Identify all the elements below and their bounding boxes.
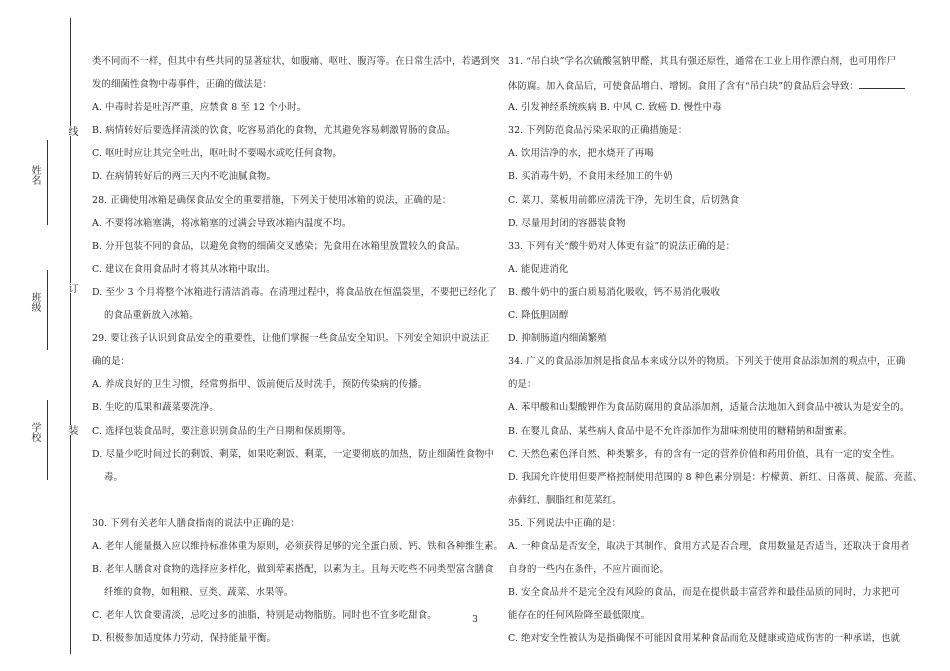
text-line: 的是： <box>508 379 537 391</box>
spacer-line <box>92 495 492 507</box>
text-line: B. 在婴儿食品、某些病人食品中是不允许添加作为甜味剂使用的糖精钠和甜蜜素。 <box>508 425 853 437</box>
text-line: 自身的一些内在条件，不应片面而论。 <box>508 564 670 576</box>
text-line: A. 中毒时若是吐泻严重，应禁食 8 至 12 个小时。 <box>92 102 307 114</box>
question-35-stem: 35. 下列说法中正确的是： <box>508 517 622 529</box>
question-31-stem: 31. “吊白块”学名次硫酸氢钠甲醛，其具有强还原性，通常在工业上用作漂白剂，也可用作尸 <box>508 56 897 67</box>
text-line: B. 买消毒牛奶，不食用未经加工的牛奶 <box>508 171 673 183</box>
text-line: 能存在的任何风险降至最低限度。 <box>508 610 651 622</box>
text-line: B. 酸牛奶中的蛋白质易消化吸收，钙不易消化吸收 <box>508 286 721 298</box>
text-line: 确的是： <box>92 356 130 368</box>
text-line: C. 选择包装食品时，要注意识别食品的生产日期和保质期等。 <box>92 425 352 437</box>
text-line: 毒。 <box>104 471 123 483</box>
school-label: 学校 <box>29 422 40 442</box>
text-line: 发的细菌性食物中毒事件，正确的做法是： <box>92 79 273 91</box>
text-line: C. 降低胆固醇 <box>508 310 569 322</box>
text-line: C. 呕吐时应让其完全吐出，呕吐时不要喝水或吃任何食物。 <box>92 148 342 160</box>
text-line: C. 绝对安全性被认为是指确保不可能因食用某种食品而危及健康或造成伤害的一种承诺，也就 <box>508 633 901 645</box>
left-column <box>92 56 503 656</box>
text-line: D. 在病情转好后的两三天内不吃油腻食物。 <box>92 171 276 183</box>
name-label: 姓名 <box>29 165 40 185</box>
text-line: 纤维的食物，如粗粮、豆类、蔬菜、水果等。 <box>104 587 294 599</box>
answer-blank <box>859 79 905 89</box>
seam-mark-line: 线 <box>66 126 77 136</box>
text-line: B. 老年人膳食对食物的选择应多样化，做到荤素搭配，以素为主。且每天吃些不同类型富含膳食 <box>92 564 494 576</box>
question-34-stem: 34. 广义的食品添加剂是指食品本来成分以外的物质。下列关于使用食品添加剂的观点中，正确 <box>508 356 906 368</box>
text-line: 赤藓红、胭脂红和苋菜红。 <box>508 494 622 506</box>
text-line: C. 菜刀、菜板用前都应清洗干净，先切生食，后切熟食 <box>508 194 740 206</box>
text-line: 的食品重新放入冰箱。 <box>104 310 199 322</box>
text-line: A. 老年人能量摄入应以维持标准体重为原则，必须获得足够的完全蛋白质、钙、铁和各种维生素。 <box>92 540 503 552</box>
text-line: A. 苯甲酸和山梨酸钾作为食品防腐用的食品添加剂，适量合法地加入到食品中被认为是安全的。 <box>508 402 910 414</box>
school-underline <box>47 400 48 480</box>
page-number: 3 <box>472 615 478 625</box>
name-underline <box>47 140 48 225</box>
text-line: 体防腐。加入食品后，可使食品增白、增韧。食用了含有“吊白块”的食品后会导致： <box>508 81 859 93</box>
question-28-stem: 28. 正确使用冰箱是确保食品安全的重要措施，下列关于使用冰箱的说法，正确的是： <box>92 194 452 206</box>
text-line <box>508 79 908 91</box>
text-line: B. 病情转好后要选择清淡的饮食，吃容易消化的食物，尤其避免容易刺激胃肠的食品。 <box>92 125 456 137</box>
text-line: A. 不要将冰箱塞满，将冰箱塞的过满会导致冰箱内温度不均。 <box>92 217 352 229</box>
text-line: D. 尽量用封闭的容器装食物 <box>508 217 626 229</box>
text-line: D. 我国允许使用但要严格控制使用范围的 8 种色素分别是：柠檬黄、新红、日落黄、靛蓝、亮蓝、 <box>508 471 923 483</box>
question-32-stem: 32. 下列防范食品污染采取的正确措施是： <box>508 125 688 137</box>
text-line: B. 分开包装不同的食品，以避免食物的细菌交叉感染；先食用在冰箱里放置较久的食品。 <box>92 240 466 252</box>
text-line: C. 天然色素色泽自然、种类繁多，有的含有一定的营养价值和药用价值，具有一定的安全性。 <box>508 448 901 460</box>
question-30-stem: 30. 下列有关老年人膳食指南的说法中正确的是： <box>92 517 300 529</box>
class-underline <box>47 270 48 350</box>
text-line: 类不同而不一样，但其中有些共同的显著症状，如腹痛、呕吐、腹泻等。在日常生活中，若遇到突 <box>92 56 500 67</box>
text-line: A. 能促进消化 <box>508 263 569 275</box>
question-33-stem: 33. 下列有关“酸牛奶对人体更有益”的说法正确的是： <box>508 240 736 252</box>
text-line: A. 一种食品是否安全，取决于其制作、食用方式是否合理，食用数量是否适当，还取决于食用者 <box>508 540 910 552</box>
text-line: A. 饮用洁净的水，把水烧开了再喝 <box>508 148 654 160</box>
text-line: A. 养成良好的卫生习惯，经常剪指甲、饭前便后及时洗手，预防传染病的传播。 <box>92 379 428 391</box>
text-line: A. 引发神经系统疾病 B. 中风 C. 致癌 D. 慢性中毒 <box>508 102 722 114</box>
text-line: D. 积极参加适度体力劳动，保持能量平衡。 <box>92 633 276 645</box>
seam-mark-bind: 订 <box>66 283 77 293</box>
text-line: B. 生吃的瓜果和蔬菜要洗净。 <box>92 402 219 414</box>
binding-margin <box>0 0 90 671</box>
text-line: D. 抑制肠道内细菌繁殖 <box>508 333 607 345</box>
right-column <box>508 56 923 656</box>
text-line: D. 至少 3 个月将整个冰箱进行清洁消毒。在清理过程中，将食品放在恒温袋里，不要把已经化了 <box>92 286 497 298</box>
text-line: B. 安全食品并不是完全没有风险的食品，而是在提供最丰富营养和最佳品质的同时，力求把可 <box>508 587 901 599</box>
text-line: C. 建议在食用食品时才将其从冰箱中取出。 <box>92 263 276 275</box>
text-line: D. 尽量少吃时间过长的剩饭、剩菜，如果吃剩饭、剩菜，一定要彻底的加热，防止细菌性食物中 <box>92 448 494 460</box>
text-line: C. 老年人饮食要清淡，忌吃过多的油脂，特别是动物脂肪。同时也不宜多吃甜食。 <box>92 610 437 622</box>
binding-line <box>70 18 71 654</box>
class-label: 班级 <box>29 292 40 312</box>
question-29-stem: 29. 要让孩子认识到食品安全的重要性，让他们掌握一些食品安全知识。下列安全知识中说法正 <box>92 333 490 345</box>
seam-mark-attach: 装 <box>66 425 77 435</box>
